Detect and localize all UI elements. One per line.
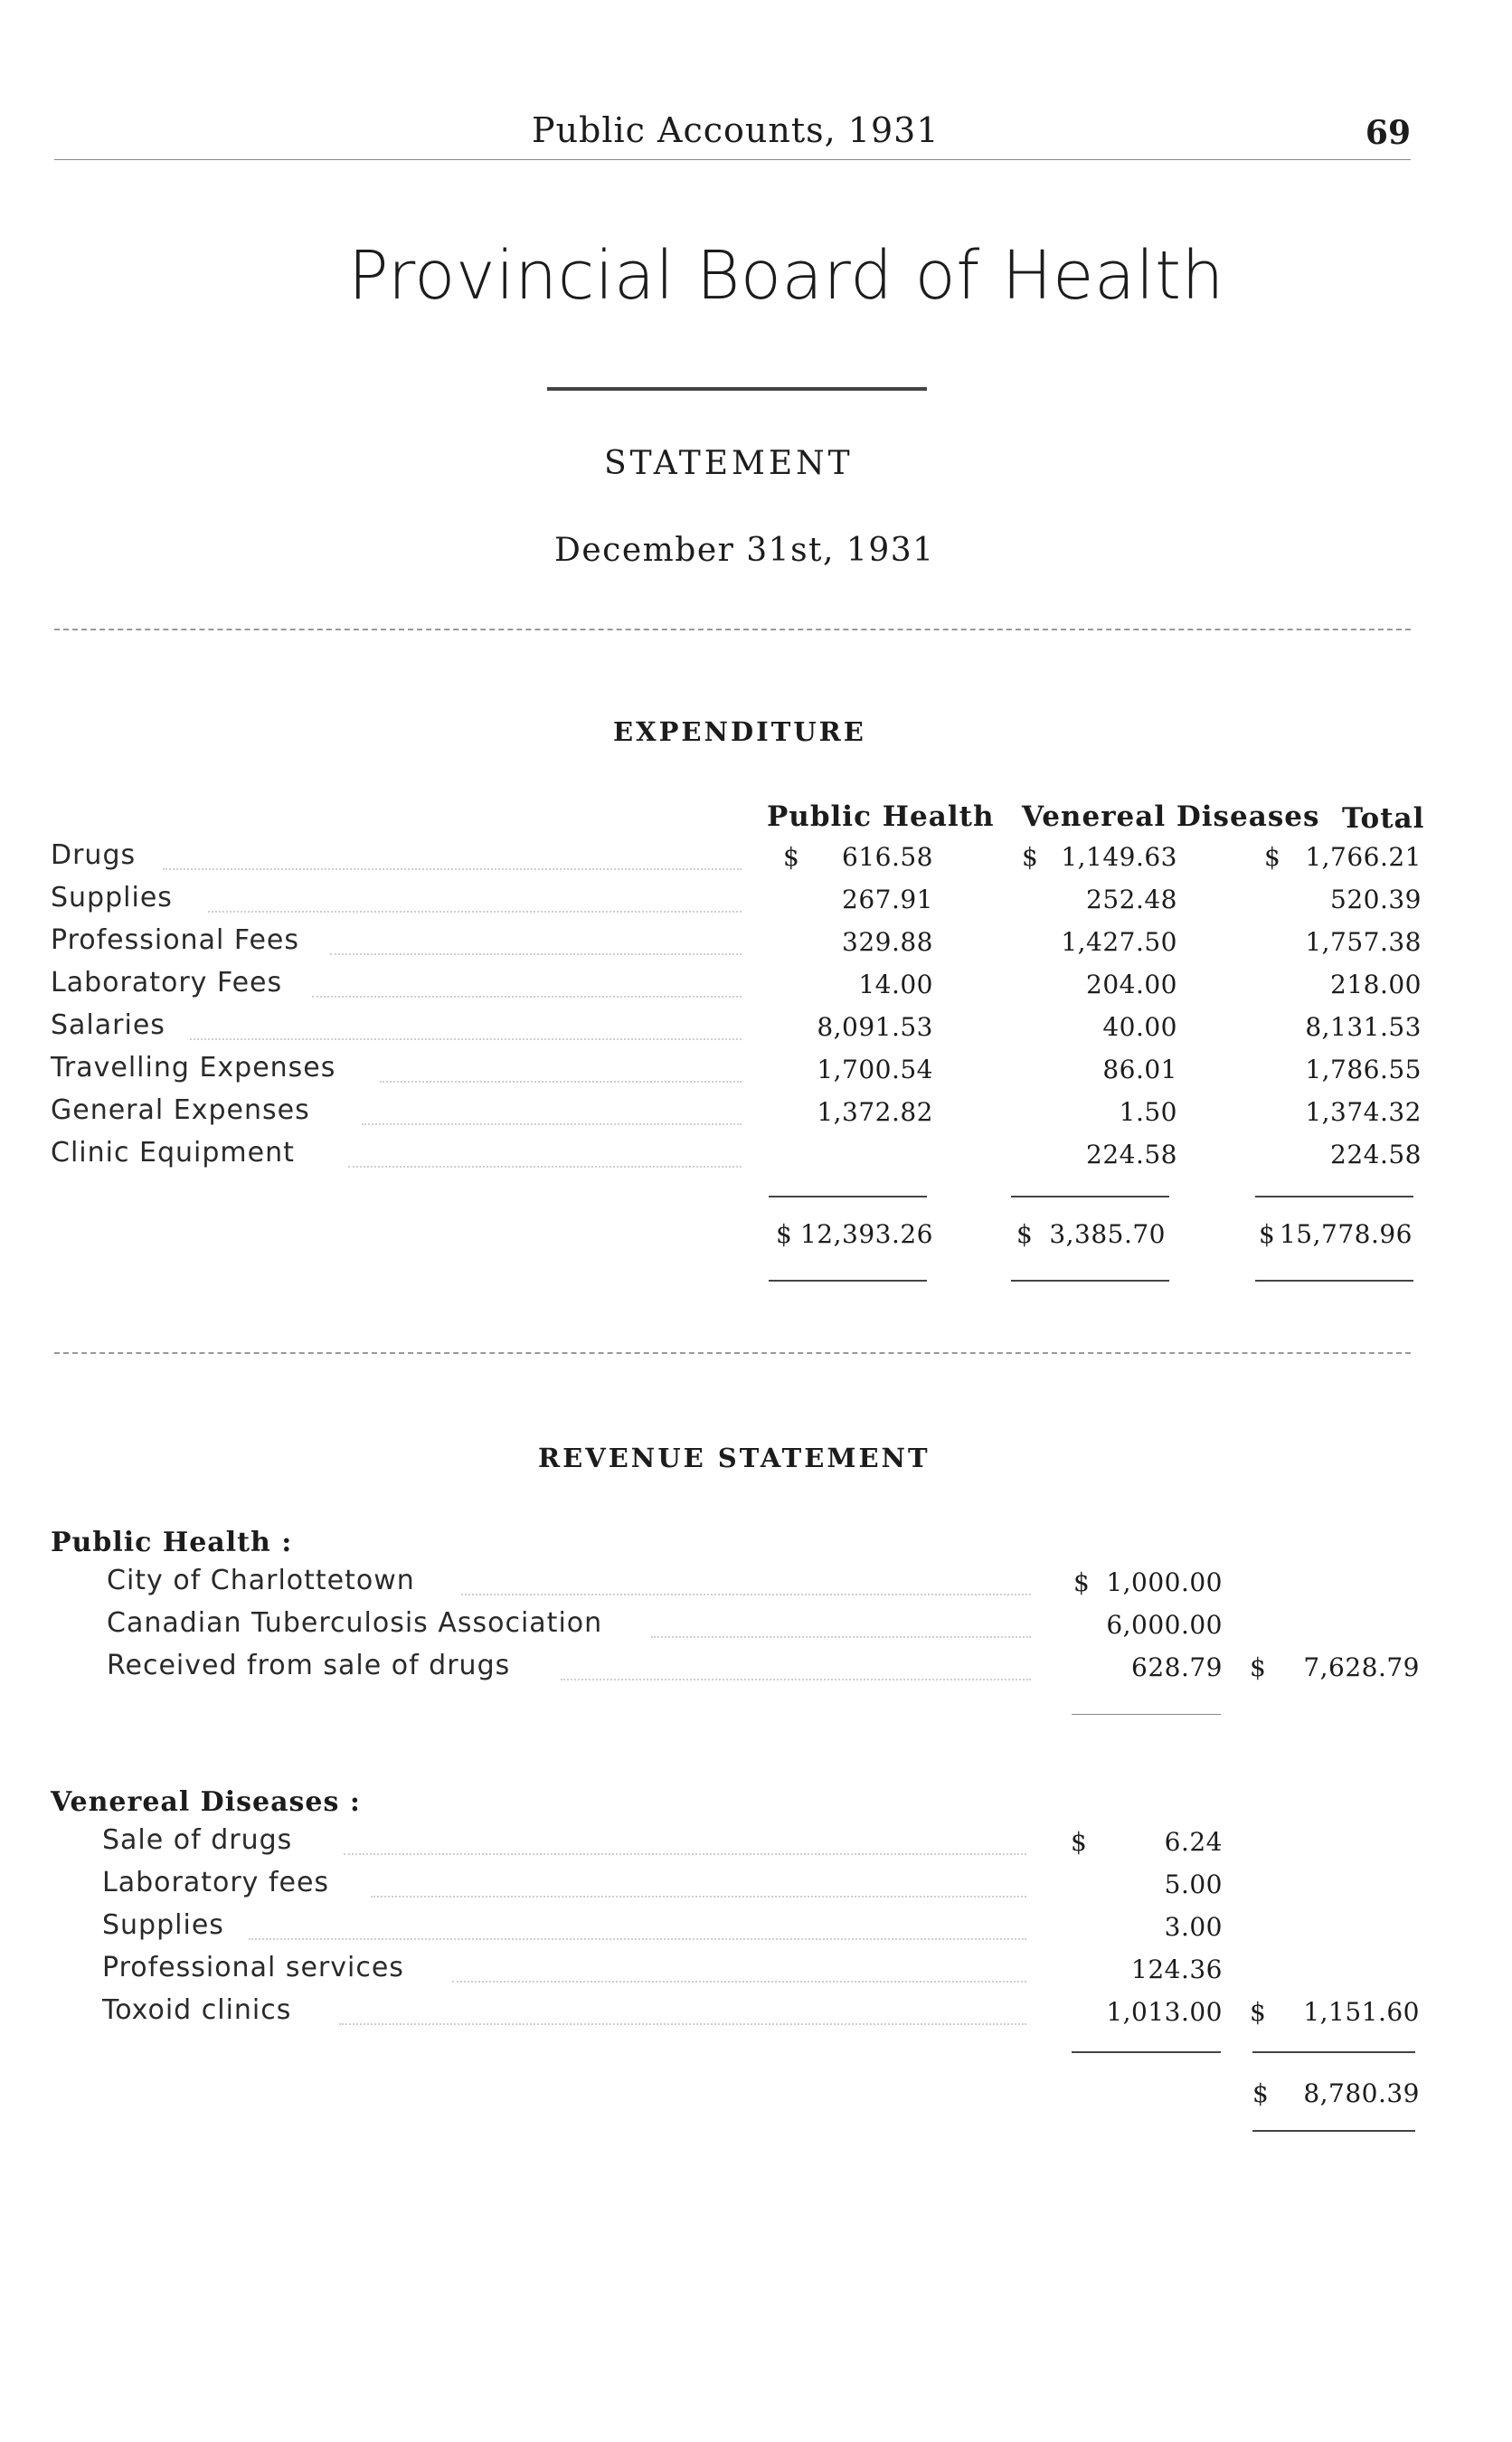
item-label: Canadian Tuberculosis Association [107,1607,603,1639]
item-amount: 6,000.00 [1106,1610,1223,1640]
dot-leader [651,1636,1031,1638]
total-rule [1011,1280,1169,1282]
item-label: Received from sale of drugs [107,1650,511,1681]
row-label: Laboratory Fees [51,967,283,999]
grand-total: 15,778.96 [1279,1219,1413,1249]
dot-leader [371,1896,1026,1898]
venereal-amount: 204.00 [1086,970,1177,999]
item-amount: 1,013.00 [1106,1997,1223,2027]
item-amount: 628.79 [1131,1652,1223,1682]
dot-leader [344,1853,1026,1855]
total-amount: 218.00 [1330,970,1422,999]
currency-sign: $ [1250,1652,1266,1682]
currency-sign: $ [1022,842,1038,872]
venereal-total: 3,385.70 [1049,1219,1166,1249]
subtotal-rule [769,1196,927,1197]
item-amount: 124.36 [1131,1955,1223,1984]
page-title: Provincial Board of Health [348,237,1224,315]
item-label: Sale of drugs [102,1824,293,1856]
item-label: City of Charlottetown [107,1565,415,1596]
dot-leader [208,911,742,913]
currency-sign: $ [1264,842,1280,872]
item-label: Laboratory fees [102,1867,330,1898]
dot-leader [190,1038,742,1040]
total-amount: 1,766.21 [1305,842,1422,872]
row-label: General Expenses [51,1094,310,1126]
column-header-public-health: Public Health [767,800,995,833]
total-amount: 1,374.32 [1305,1097,1422,1127]
item-label: Toxoid clinics [102,1994,292,2026]
venereal-amount: 1.50 [1119,1097,1177,1127]
page-number: 69 [1365,114,1411,152]
running-head: Public Accounts, 1931 [532,110,940,150]
dot-leader [312,996,742,998]
section-divider [54,629,1411,630]
section-divider [54,1352,1411,1354]
expenditure-heading: EXPENDITURE [613,716,866,747]
subtotal-rule [1255,1196,1413,1197]
total-amount: 1,786.55 [1305,1055,1422,1084]
total-amount: 224.58 [1330,1140,1422,1169]
item-amount: 3.00 [1164,1912,1223,1942]
column-header-venereal-diseases: Venereal Diseases [1022,800,1320,833]
public-health-amount: 1,372.82 [817,1097,933,1127]
revenue-heading: REVENUE STATEMENT [538,1443,931,1473]
public-health-subtotal: 7,628.79 [1303,1652,1420,1682]
total-amount: 1,757.38 [1305,927,1422,957]
row-label: Travelling Expenses [51,1052,336,1084]
public-health-amount: 14.00 [858,970,933,999]
title-rule [547,387,927,391]
dot-leader [362,1123,742,1125]
venereal-group-label: Venereal Diseases : [51,1786,361,1818]
statement-date: December 31st, 1931 [554,532,935,569]
currency-sign: $ [783,842,799,872]
public-health-amount: 329.88 [842,927,933,957]
dot-leader [452,1981,1026,1983]
public-health-total: 12,393.26 [799,1219,933,1249]
venereal-amount: 1,427.50 [1061,927,1177,957]
venereal-amount: 224.58 [1086,1140,1177,1169]
total-amount: 520.39 [1330,885,1422,914]
total-rule [769,1280,927,1282]
currency-sign: $ [1252,2078,1269,2108]
total-rule [1255,1280,1413,1282]
subtotal-rule [1011,1196,1169,1197]
header-rule [54,159,1411,160]
item-amount: 5.00 [1164,1869,1223,1899]
row-label: Drugs [51,839,137,871]
public-health-group-label: Public Health : [51,1527,293,1558]
dot-leader [380,1081,742,1083]
item-label: Supplies [102,1909,224,1941]
subtotal-rule [1072,1714,1221,1715]
venereal-subtotal: 1,151.60 [1303,1997,1420,2027]
dot-leader [163,868,742,870]
public-health-amount: 267.91 [842,885,933,914]
currency-sign: $ [776,1219,792,1249]
dot-leader [339,2023,1026,2025]
currency-sign: $ [1016,1219,1033,1249]
statement-heading: STATEMENT [604,445,854,482]
venereal-amount: 252.48 [1086,885,1177,914]
subtotal-rule [1072,2051,1221,2053]
currency-sign: $ [1071,1827,1087,1857]
total-amount: 8,131.53 [1305,1012,1422,1042]
dot-leader [561,1679,1031,1680]
dot-leader [249,1938,1026,1940]
item-amount: 1,000.00 [1106,1567,1223,1597]
public-health-amount: 1,700.54 [817,1055,933,1084]
row-label: Supplies [51,882,173,913]
currency-sign: $ [1259,1219,1275,1249]
dot-leader [330,953,742,955]
item-label: Professional services [102,1952,404,1983]
public-health-amount: 8,091.53 [817,1012,933,1042]
public-health-amount: 616.58 [842,842,933,872]
currency-sign: $ [1073,1567,1090,1597]
row-label: Clinic Equipment [51,1137,295,1169]
revenue-grand-total: 8,780.39 [1303,2078,1420,2108]
subtotal-rule [1252,2051,1415,2053]
row-label: Professional Fees [51,924,299,956]
row-label: Salaries [51,1009,165,1041]
total-rule [1252,2130,1415,2132]
column-header-total: Total [1342,802,1425,835]
dot-leader [348,1166,742,1168]
item-amount: 6.24 [1164,1827,1223,1857]
venereal-amount: 86.01 [1102,1055,1177,1084]
venereal-amount: 1,149.63 [1061,842,1177,872]
venereal-amount: 40.00 [1102,1012,1177,1042]
dot-leader [461,1594,1031,1595]
currency-sign: $ [1250,1997,1266,2027]
